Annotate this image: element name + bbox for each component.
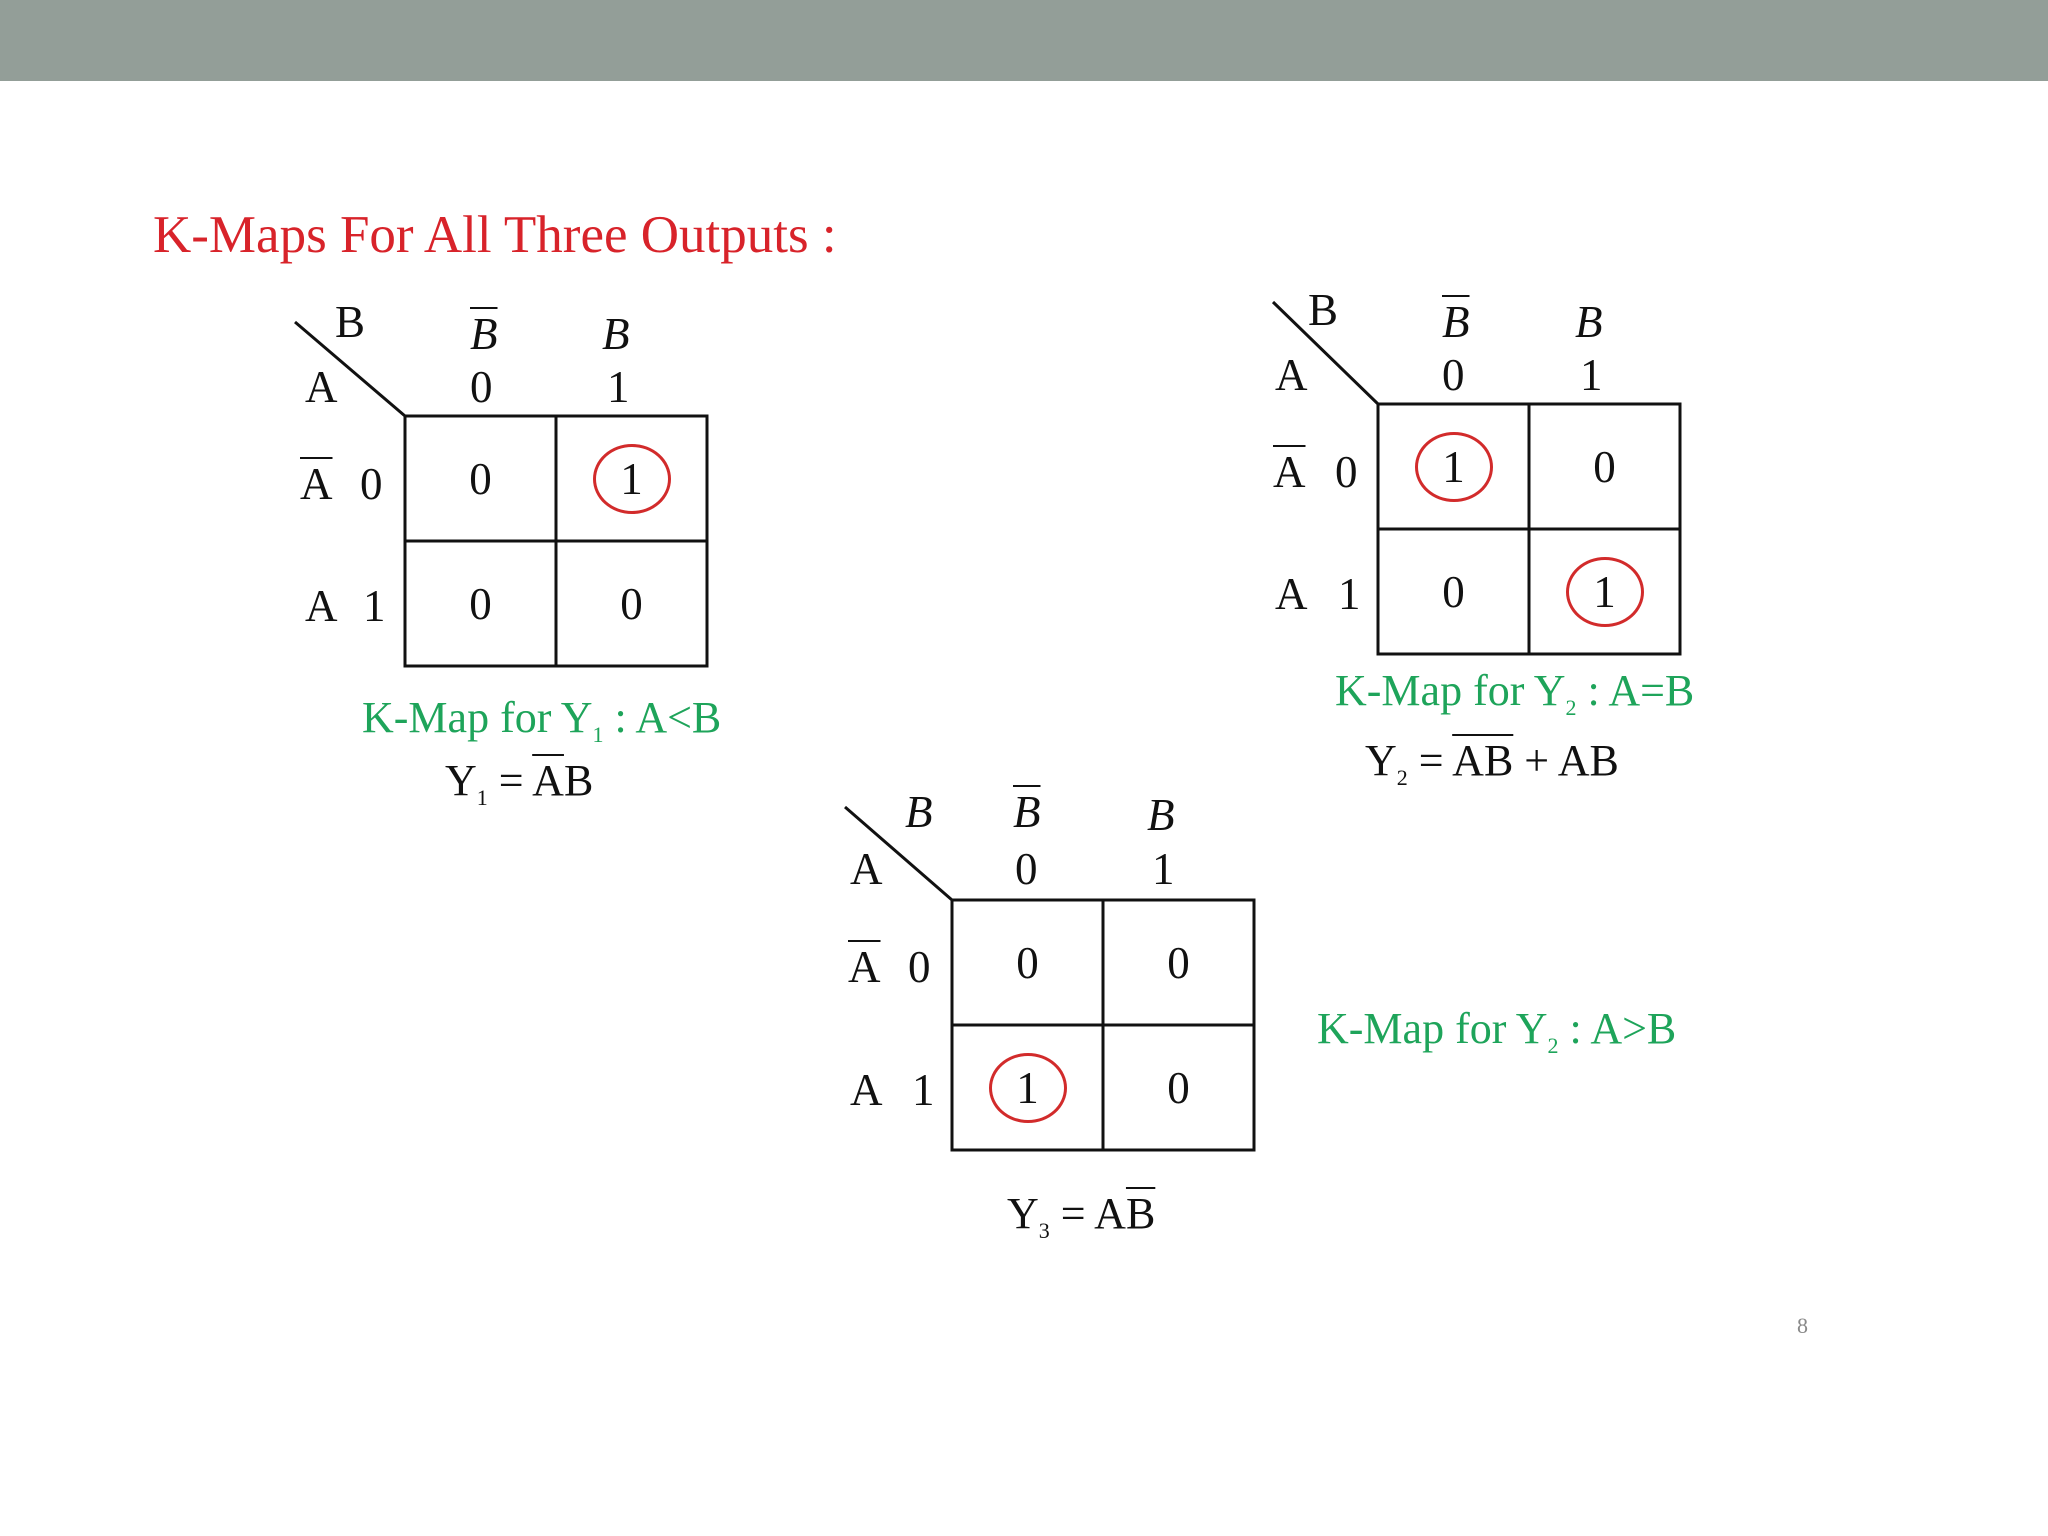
row-a-bar-label: $\overline{A}$ — [1273, 447, 1306, 497]
kmap-cell: 0 — [1016, 937, 1039, 988]
col-b-bar-label: $\overline{B}$ — [1013, 787, 1041, 837]
kmap-cell-circled: 1 — [1378, 404, 1529, 529]
row-1-label: 1 — [1338, 569, 1361, 619]
col-b-bar-label: $\overline{B}$ — [1442, 297, 1470, 347]
col-b-label: B — [1575, 297, 1603, 347]
kmap-y2-equation: $Y_2 = \overline{AB}$ + AB — [1365, 736, 1619, 790]
kmap-y2-caption: K-Map for $Y_2$ : A=B — [1335, 666, 1695, 720]
kmap-cell: 0 — [620, 578, 643, 629]
corner-a-label: A — [305, 362, 338, 412]
kmap-cell-circled: 1 — [556, 416, 707, 541]
row-a-label: A — [305, 581, 338, 631]
row-1-label: 1 — [363, 581, 386, 631]
corner-b-label: B — [905, 787, 933, 837]
row-a-bar-label: $\overline{A}$ — [300, 459, 333, 509]
corner-b-label: B — [1308, 285, 1339, 335]
row-a-label: A — [1275, 569, 1308, 619]
kmap-cell: 0 — [1442, 566, 1465, 617]
kmap-y1-equation: $Y_1 = \overline{A}B$ — [445, 756, 594, 810]
row-a-label: A — [850, 1065, 883, 1115]
kmap-y3-equation: $Y_3 = A\overline{B}$ — [1007, 1189, 1156, 1243]
kmap-cell: 0 — [469, 578, 492, 629]
row-0-label: 0 — [908, 942, 931, 992]
col-0-label: 0 — [1015, 844, 1038, 894]
corner-a-label: A — [850, 844, 883, 894]
col-b-label: B — [602, 309, 630, 359]
kmap-cell: 0 — [1593, 441, 1616, 492]
col-b-label: B — [1147, 790, 1175, 840]
kmap-y2 — [1270, 285, 1790, 648]
kmap-cell-circled: 1 — [952, 1025, 1103, 1150]
row-0-label: 0 — [360, 459, 383, 509]
col-1-label: 1 — [1580, 350, 1603, 400]
slide-title: K-Maps For All Three Outputs : — [153, 206, 837, 264]
kmap-cell: 0 — [1167, 1062, 1190, 1113]
col-b-bar-label: $\overline{B}$ — [470, 309, 498, 359]
kmap-cell-circled: 1 — [1529, 529, 1680, 654]
kmap-cell: 0 — [469, 453, 492, 504]
kmap-y3-caption: K-Map for $Y_2$ : A>B — [1317, 1004, 1677, 1058]
kmap-cell: 0 — [1167, 937, 1190, 988]
row-1-label: 1 — [912, 1065, 935, 1115]
corner-b-label: B — [335, 297, 366, 347]
col-0-label: 0 — [470, 362, 493, 412]
col-0-label: 0 — [1442, 350, 1465, 400]
kmap-y1-caption: K-Map for $Y_1$ : A<B — [362, 693, 722, 747]
kmap-y1 — [295, 297, 815, 660]
col-1-label: 1 — [607, 362, 630, 412]
col-1-label: 1 — [1152, 844, 1175, 894]
top-bar — [0, 0, 2048, 81]
row-0-label: 0 — [1335, 447, 1358, 497]
kmap-y3 — [845, 785, 1365, 1145]
page-number: 8 — [1797, 1313, 1808, 1338]
corner-a-label: A — [1275, 350, 1308, 400]
row-a-bar-label: $\overline{A}$ — [848, 942, 881, 992]
